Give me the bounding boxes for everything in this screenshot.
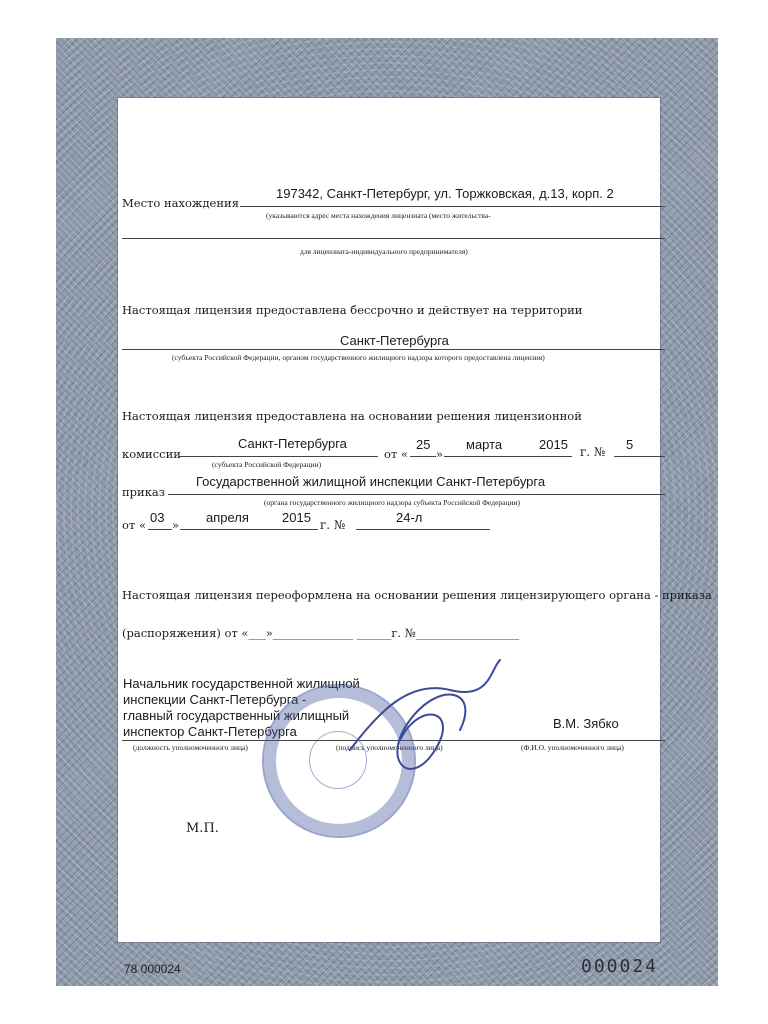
order-close-quote: » [172, 518, 180, 532]
reissue-line: (распоряжения) от «___»______________ ______г. №__________________ [122, 626, 520, 640]
signatory-position-line: инспекции Санкт-Петербурга - [123, 692, 307, 707]
order-number: 24-л [396, 510, 423, 525]
territory-value: Санкт-Петербурга [340, 333, 449, 348]
signature-hint: (подпись уполномоченного лица) [336, 743, 443, 752]
order-month-underline [180, 529, 318, 530]
territory-hint: (субъекта Российской Федерации, органом государственного жилищного надзора которого предоставлена лицензия) [172, 353, 545, 362]
commission-value: Санкт-Петербурга [238, 436, 347, 451]
address-label: Место нахождения [122, 196, 239, 210]
license-number: 78 000024 [124, 962, 181, 976]
reissue-sentence: Настоящая лицензия переоформлена на основании решения лицензирующего органа - приказа [122, 588, 712, 602]
mp-label: М.П. [186, 821, 219, 836]
commission-year-suffix: г. № [580, 445, 606, 459]
basis-sentence: Настоящая лицензия предоставлена на основании решения лицензионной [122, 409, 582, 423]
order-day: 03 [150, 510, 165, 525]
signatory-position-line: главный государственный жилищный [123, 708, 350, 723]
serial-number: 000024 [581, 956, 659, 977]
commission-number: 5 [626, 437, 634, 452]
commission-day: 25 [416, 437, 431, 452]
commission-day-underline [410, 456, 436, 457]
address-underline [240, 206, 665, 207]
order-from-label: от « [122, 518, 146, 532]
commission-from-label: от « [384, 447, 408, 461]
order-hint: (органа государственного жилищного надзора субъекта Российской Федерации) [264, 498, 521, 507]
commission-month: марта [466, 437, 503, 452]
address-underline-2 [122, 238, 665, 239]
commission-close-quote: » [436, 447, 444, 461]
order-year: 2015 [282, 510, 311, 525]
territory-sentence: Настоящая лицензия предоставлена бессрочно и действует на территории [122, 303, 583, 317]
address-hint-1: (указываются адрес места нахождения лицензиата (место жительства- [266, 211, 491, 220]
commission-number-underline [614, 456, 665, 457]
signatory-name: В.М. Зябко [553, 716, 619, 731]
order-month: апреля [206, 510, 249, 525]
name-hint: (Ф.И.О. уполномоченного лица) [521, 743, 624, 752]
signatory-position-line: Начальник государственной жилищной [123, 676, 360, 691]
order-value: Государственной жилищной инспекции Санкт-Петербурга [196, 474, 546, 489]
order-year-suffix: г. № [320, 518, 346, 532]
commission-label: комиссии [122, 447, 181, 461]
position-hint: (должность уполномоченного лица) [133, 743, 248, 752]
handwritten-signature [340, 650, 520, 770]
order-number-underline [356, 529, 490, 530]
commission-year: 2015 [539, 437, 568, 452]
commission-month-underline [444, 456, 572, 457]
territory-underline [122, 349, 665, 350]
commission-hint: (субъекта Российской Федерации) [212, 460, 322, 469]
order-underline [168, 494, 665, 495]
signatory-position-line: инспектор Санкт-Петербурга [123, 724, 297, 739]
order-day-underline [148, 529, 172, 530]
commission-underline [178, 456, 378, 457]
address-value: 197342, Санкт-Петербург, ул. Торжковская, д.13, корп. 2 [276, 186, 614, 201]
address-hint-2: для лицензиата-индивидуального предпринимателя) [300, 247, 468, 256]
order-label: приказ [122, 485, 166, 499]
